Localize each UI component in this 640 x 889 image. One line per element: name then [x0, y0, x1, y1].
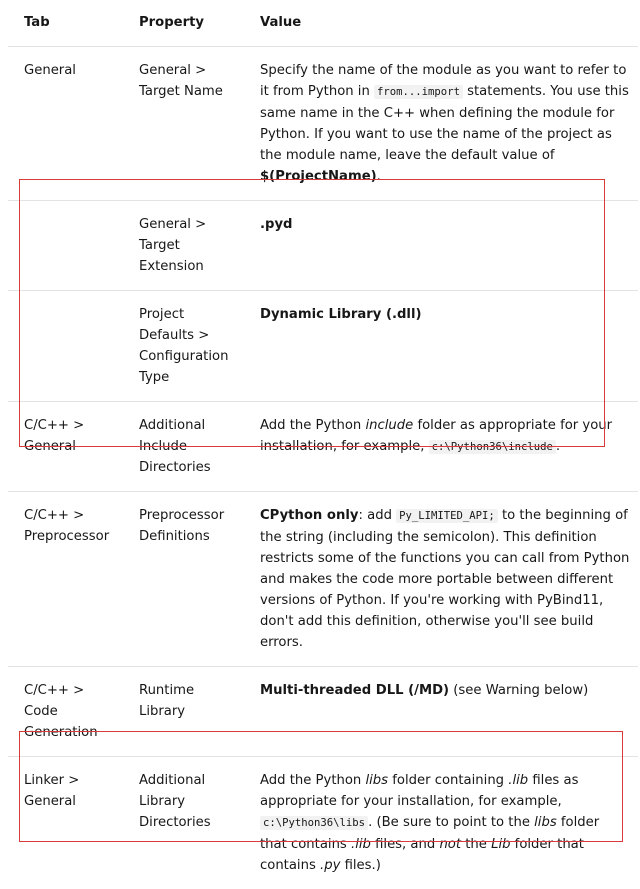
table-row: [8, 291, 638, 402]
cell-value: Add the Python libs folder containing .lib files as appropriate for your installation, for example, c:\Python36\libs . (Be sure to point to the libs folder that contains .lib files, and not the Lib folder that contains .py files.): [244, 757, 638, 889]
cell-tab: C/C++ > Code Generation: [8, 667, 123, 757]
cell-value: .pyd: [244, 201, 638, 291]
header-property: Property: [123, 0, 244, 47]
table-row: [8, 492, 638, 667]
cell-value: Add the Python include folder as appropriate for your installation, for example, c:\Python36\include .: [244, 402, 638, 492]
header-value: Value: [244, 0, 638, 47]
inline-code: Py_LIMITED_API;: [396, 509, 498, 523]
cell-property: Project Defaults > Configuration Type: [123, 291, 244, 402]
cell-property: General > Target Name: [123, 47, 244, 201]
cell-tab: C/C++ > Preprocessor: [8, 492, 123, 667]
cell-tab: General: [8, 47, 123, 201]
cell-value: CPython only: add Py_LIMITED_API; to the beginning of the string (including the semicolon). This definition restricts some of the functions you can call from Python and makes the code more portable between different versions of Python. If you're working with PyBind11, don't add this definition, otherwise you'll see build errors.: [244, 492, 638, 667]
table-row: [8, 201, 638, 291]
table-row: [8, 402, 638, 492]
cell-property: Additional Include Directories: [123, 402, 244, 492]
cell-tab: Linker > General: [8, 757, 123, 889]
table-header-row: [8, 0, 638, 47]
cell-property: Additional Library Directories: [123, 757, 244, 889]
inline-code: c:\Python36\include: [429, 440, 556, 454]
cell-tab: C/C++ > General: [8, 402, 123, 492]
cell-value: Dynamic Library (.dll): [244, 291, 638, 402]
table-row: [8, 667, 638, 757]
inline-code: c:\Python36\libs: [260, 816, 368, 830]
inline-code: from...import: [374, 85, 463, 99]
cell-value: Specify the name of the module as you want to refer to it from Python in from...import statements. You use this same name in the C++ when defining the module for Python. If you want to use the name of the project as the module name, leave the default value of $(ProjectName).: [244, 47, 638, 201]
cell-property: Runtime Library: [123, 667, 244, 757]
table-row: [8, 47, 638, 201]
cell-property: General > Target Extension: [123, 201, 244, 291]
cell-tab: [8, 201, 123, 291]
properties-table: [8, 0, 638, 889]
cell-property: Preprocessor Definitions: [123, 492, 244, 667]
cell-tab: [8, 291, 123, 402]
cell-value: Multi-threaded DLL (/MD) (see Warning below): [244, 667, 638, 757]
header-tab: Tab: [8, 0, 123, 47]
table-row: [8, 757, 638, 889]
